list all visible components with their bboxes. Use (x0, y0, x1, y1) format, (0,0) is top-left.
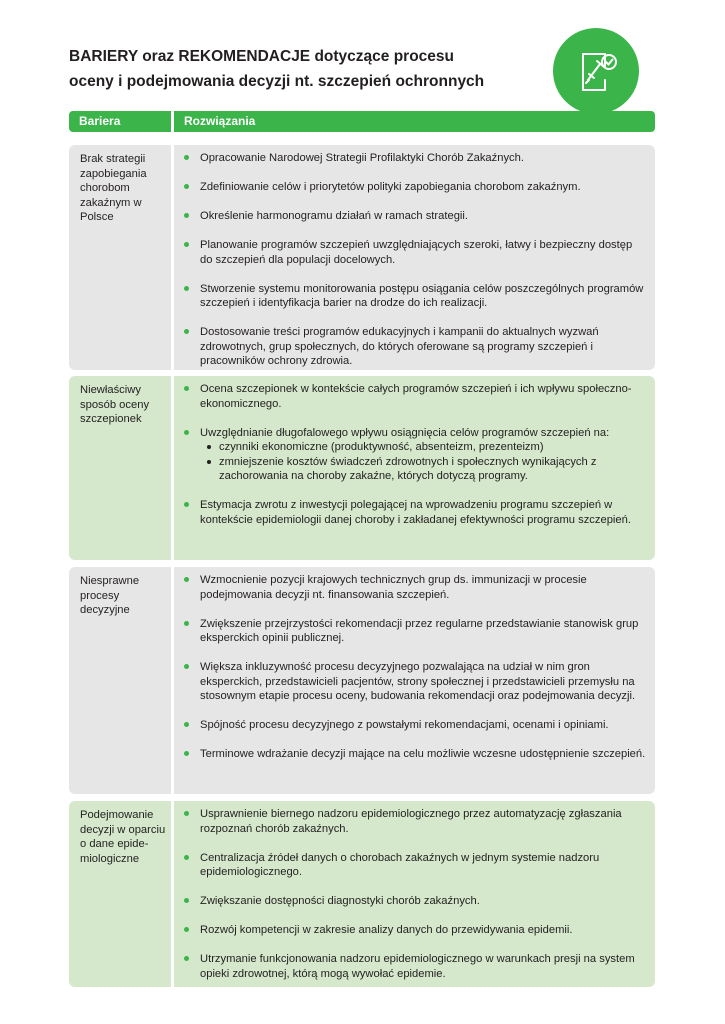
list-item: Terminowe wdrażanie decyzji mające na celu możliwie wczesne udostępnienie szczepień. (200, 748, 646, 760)
barrier-cell: Brak strategii zapobiegania chorobom zakaźnym w Polsce (69, 145, 171, 370)
list-item: Zdefiniowanie celów i priorytetów polityki zapobiegania chorobom zakaźnym. (200, 180, 647, 195)
sub-list-item: zmniejszenie kosztów świadczeń zdrowotnych i społecznych wynikających z zachorowania na choroby zakaźne, których dotyczą programy. (219, 455, 647, 484)
barrier-cell: Podejmowanie decyzji w oparciu o dane epide-miologiczne (69, 801, 171, 987)
list-item: Ocena szczepionek w kontekście całych programów szczepień i ich wpływu społeczno-ekonomicznego. (200, 382, 647, 411)
list-item (200, 426, 647, 484)
list-item: Zwiększanie dostępności diagnostyki chorób zakaźnych. (200, 894, 647, 909)
list-item-text: Uwzględnianie długofalowego wpływu osiągnięcia celów programów szczepień na: (200, 426, 610, 439)
clipboard-syringe-check-icon (553, 28, 639, 114)
list-item: Estymacja zwrotu z inwestycji polegającej na wprowadzeniu programu szczepień w kontekście epidemiologii danej choroby i zakładanej efektywności programu szczepień. (200, 498, 647, 527)
page-title (69, 44, 539, 94)
barrier-cell: Niewłaściwy sposób oceny szczepionek (69, 376, 171, 560)
list-item: Utrzymanie funkcjonowania nadzoru epidemiologicznego w warunkach presji na system opieki zdrowotnej, którą mogą wywołać epidemie. (200, 952, 647, 981)
barrier-cell: Niesprawne procesy decyzyjne (69, 567, 171, 794)
list-item: Wzmocnienie pozycji krajowych technicznych grup ds. immunizacji w procesie podejmowania decyzji nt. finansowania szczepień. (200, 573, 647, 602)
solutions-list (200, 573, 647, 762)
solutions-cell (174, 567, 655, 794)
solutions-list (200, 382, 647, 527)
title-line-1: BARIERY oraz REKOMENDACJE dotyczące procesu (69, 48, 455, 65)
column-header-barrier: Bariera (69, 111, 171, 132)
list-item: Zwiększenie przejrzystości rekomendacji przez regularne przedstawianie stanowisk grup eksperckich opinii publicznej. (200, 617, 647, 646)
list-item: Usprawnienie biernego nadzoru epidemiologicznego przez automatyzację zgłaszania rozpoznań chorób zakaźnych. (200, 807, 647, 836)
list-item: Centralizacja źródeł danych o chorobach zakaźnych w jednym systemie nadzoru epidemiologicznego. (200, 851, 647, 880)
sub-list-item: czynniki ekonomiczne (produktywność, absenteizm, prezenteizm) (219, 440, 647, 455)
list-item: Stworzenie systemu monitorowania postępu osiągania celów poszczególnych programów szczepień i identyfikacja barier na drodze do ich realizacji. (200, 282, 647, 311)
list-item: Dostosowanie treści programów edukacyjnych i kampanii do aktualnych wyzwań zdrowotnych, grup społecznych, do których oferowane są programy szczepień i pracowników ochrony zdrowia. (200, 325, 647, 369)
column-header-solutions: Rozwiązania (174, 111, 655, 132)
badge (553, 28, 639, 114)
list-item: Spójność procesu decyzyjnego z powstałymi rekomendacjami, ocenami i opiniami. (200, 718, 647, 733)
list-item: Planowanie programów szczepień uwzględniających szeroki, łatwy i bezpieczny dostęp do szczepień dla populacji docelowych. (200, 238, 647, 267)
list-item: Rozwój kompetencji w zakresie analizy danych do przewidywania epidemii. (200, 923, 647, 938)
list-item: Określenie harmonogramu działań w ramach strategii. (200, 209, 647, 224)
solutions-list (200, 151, 647, 369)
title-line-2: oceny i podejmowania decyzji nt. szczepień ochronnych (69, 73, 485, 90)
list-item: Opracowanie Narodowej Strategii Profilaktyki Chorób Zakaźnych. (200, 151, 647, 166)
solutions-cell (174, 376, 655, 560)
list-item: Większa inkluzywność procesu decyzyjnego pozwalająca na udział w nim gron eksperckich, przedstawicieli pacjentów, strony społecznej i przedstawicieli przemysłu na stosownym etapie procesu oceny, budowania rekomendacji oraz podejmowania decyzji. (200, 660, 647, 704)
sub-list (200, 440, 647, 484)
solutions-list (200, 807, 647, 981)
solutions-cell (174, 145, 655, 370)
solutions-cell (174, 801, 655, 987)
